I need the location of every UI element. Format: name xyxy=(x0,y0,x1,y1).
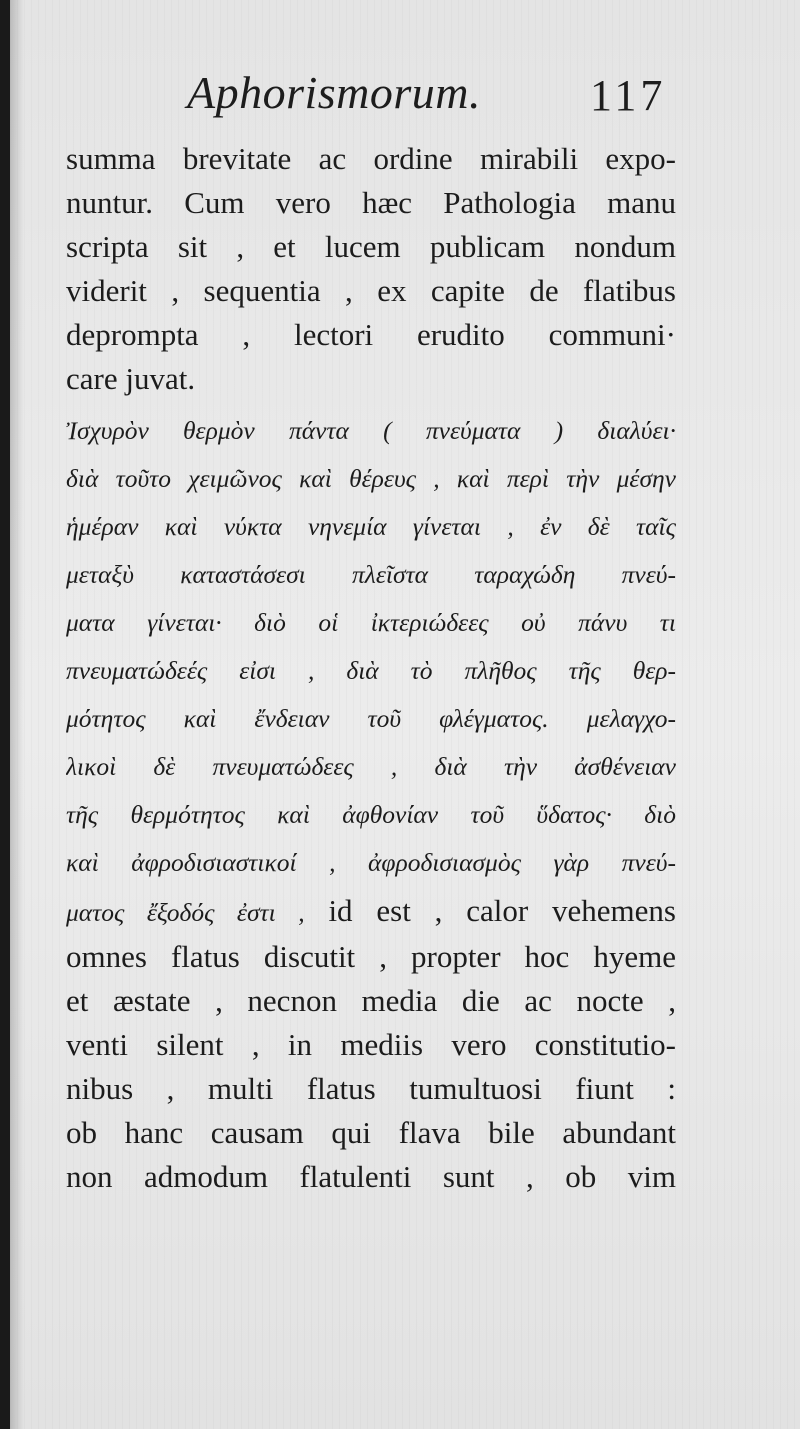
spine-shadow xyxy=(10,0,24,1429)
text-line: care juvat. xyxy=(66,361,196,396)
greek-line: τῆς θερμότητος καὶ ἀφθονίαν τοῦ ὕδατος· διὸ xyxy=(66,800,676,829)
greek-line: διὰ τοῦτο χειμῶνος καὶ θέρευς , καὶ περὶ τὴν μέσην xyxy=(66,464,676,493)
greek-line: πνευματώδεές εἰσι , διὰ τὸ πλῆθος τῆς θερ- xyxy=(66,656,676,685)
greek-line: μεταξὺ καταστάσεσι πλεῖστα ταραχώδη πνεύ- xyxy=(66,560,676,589)
text-line: nuntur. Cum vero hæc Pathologia manu xyxy=(66,185,676,220)
text-line: deprompta , lectori erudito communi· xyxy=(66,317,676,352)
latin-translation xyxy=(66,935,676,1199)
text-line: venti silent , in mediis vero constitutio- xyxy=(66,1027,676,1062)
greek-line: Ἰσχυρὸν θερμὸν πάντα ( πνεύματα ) διαλύει· xyxy=(66,416,676,445)
text-line: summa brevitate ac ordine mirabili expo- xyxy=(66,141,676,176)
text-line: non admodum flatulenti sunt , ob vim xyxy=(66,1159,676,1194)
mixed-line-latin: id est , calor vehemens xyxy=(304,893,676,928)
mixed-line xyxy=(66,887,676,935)
greek-line: καὶ ἀφροδισιαστικοί , ἀφροδισιασμὸς γὰρ πνεύ- xyxy=(66,848,676,877)
body-text xyxy=(66,137,676,1199)
page-header xyxy=(0,66,800,126)
greek-line: ματα γίνεται· διὸ οἱ ἰκτεριώδεες οὐ πάνυ τι xyxy=(66,608,676,637)
greek-line: ἡμέραν καὶ νύκτα νηνεμία γίνεται , ἐν δὲ ταῖς xyxy=(66,512,676,541)
greek-quotation xyxy=(66,407,676,935)
text-line: nibus , multi flatus tumultuosi fiunt : xyxy=(66,1071,676,1106)
mixed-line-greek: ματος ἔξοδός ἐστι , xyxy=(66,898,305,927)
text-line: ob hanc causam qui flava bile abundant xyxy=(66,1115,676,1150)
text-line: scripta sit , et lucem publicam nondum xyxy=(66,229,676,264)
text-line: et æstate , necnon media die ac nocte , xyxy=(66,983,676,1018)
text-line: omnes flatus discutit , propter hoc hyeme xyxy=(66,939,676,974)
running-title: Aphorismorum. xyxy=(187,67,482,118)
page-number: 117 xyxy=(590,71,667,120)
greek-line: μότητος καὶ ἔνδειαν τοῦ φλέγματος. μελαγχο- xyxy=(66,704,676,733)
greek-line: λικοὶ δὲ πνευματώδεες , διὰ τὴν ἀσθένειαν xyxy=(66,752,676,781)
text-line: viderit , sequentia , ex capite de flatibus xyxy=(66,273,676,308)
